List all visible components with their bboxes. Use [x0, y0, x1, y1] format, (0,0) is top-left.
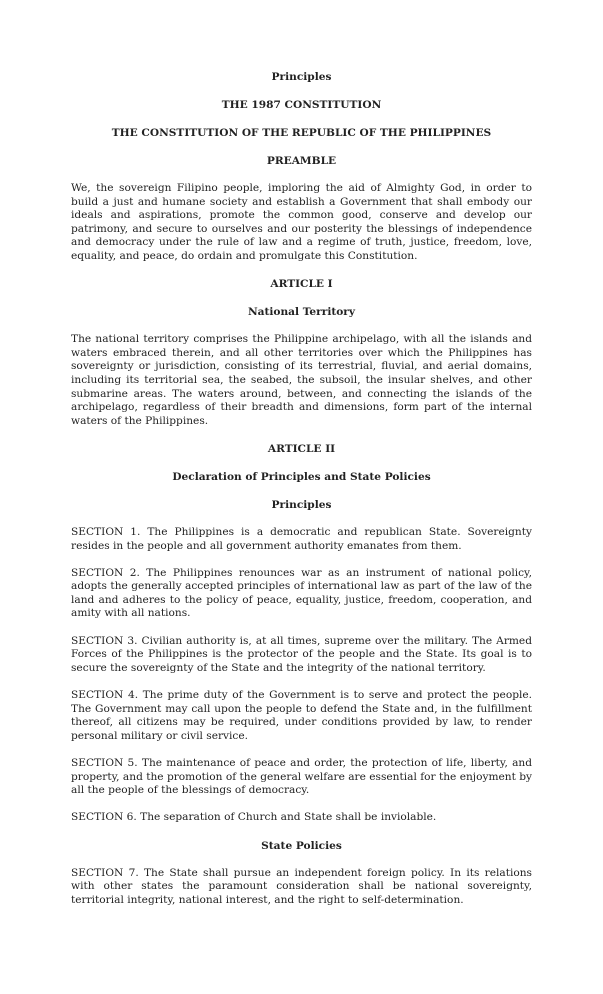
state-policies-heading: State Policies: [261, 839, 342, 852]
article-1-title: National Territory: [247, 306, 356, 319]
article-1-text: The national territory comprises the Philippine archipelago, with all the islands and waters embraced therein, and all other territories over which the Philippines has sovereignty or jurisdiction, consisting of its terrestrial, fluvial, and aerial domains, including its territorial sea, the seabed, the subsoil, the insular shelves, and other submarine areas. The waters around, between, and connecting the islands of the archipelago, regardless of their breadth and dimensions, form part of the internal waters of the Philippines.: [71, 333, 532, 427]
section-6: SECTION 6. The separation of Church and State shall be inviolable.: [71, 811, 437, 824]
section-1: SECTION 1. The Philippines is a democratic and republican State. Sovereignty resides in the people and all government authority emanates from them.: [71, 525, 532, 552]
preamble-heading: PREAMBLE: [266, 155, 337, 167]
section-7: SECTION 7. The State shall pursue an independent foreign policy. In its relations with other states the paramount consideration shall be national sovereignty, territorial integrity, national interest, and the right to self-determination.: [71, 866, 532, 906]
section-5: SECTION 5. The maintenance of peace and order, the protection of life, liberty, and property, and the promotion of the general welfare are essential for the enjoyment by all the people of the blessings of democracy.: [71, 757, 532, 797]
article-2-heading: ARTICLE II: [267, 442, 336, 455]
doc-header-constitution-year: THE 1987 CONSTITUTION: [221, 99, 382, 111]
article-1-heading: ARTICLE I: [270, 278, 333, 291]
preamble-text: We, the sovereign Filipino people, imploring the aid of Almighty God, in order to build a just and humane society and establish a Government that shall embody our ideals and aspirations, promote the common good, conserve and develop our patrimony, and secure to ourselves and our posterity the blessings of independence and democracy under the rule of law and a regime of truth, justice, freedom, love, equality, and peace, do ordain and promulgate this Constitution.: [71, 182, 532, 262]
article-2-title: Declaration of Principles and State Policies: [172, 470, 431, 483]
principles-heading: Principles: [271, 498, 332, 511]
doc-header-principles: Principles: [271, 71, 332, 83]
section-2: SECTION 2. The Philippines renounces war as an instrument of national policy, adopts the generally accepted principles of international law as part of the law of the land and adheres to the policy of peace, equality, justice, freedom, cooperation, and amity with all nations.: [71, 566, 532, 620]
section-4: SECTION 4. The prime duty of the Government is to serve and protect the people. The Government may call upon the people to defend the State and, in the fulfillment thereof, all citizens may be required, under conditions provided by law, to render personal military or civil service.: [71, 689, 532, 742]
section-3: SECTION 3. Civilian authority is, at all times, supreme over the military. The Armed Forces of the Philippines is the protector of the people and the State. Its goal is to secure the sovereignty of the State and the integrity of the national territory.: [71, 634, 532, 674]
doc-header-constitution-title: THE CONSTITUTION OF THE REPUBLIC OF THE PHILIPPINES: [111, 127, 492, 139]
